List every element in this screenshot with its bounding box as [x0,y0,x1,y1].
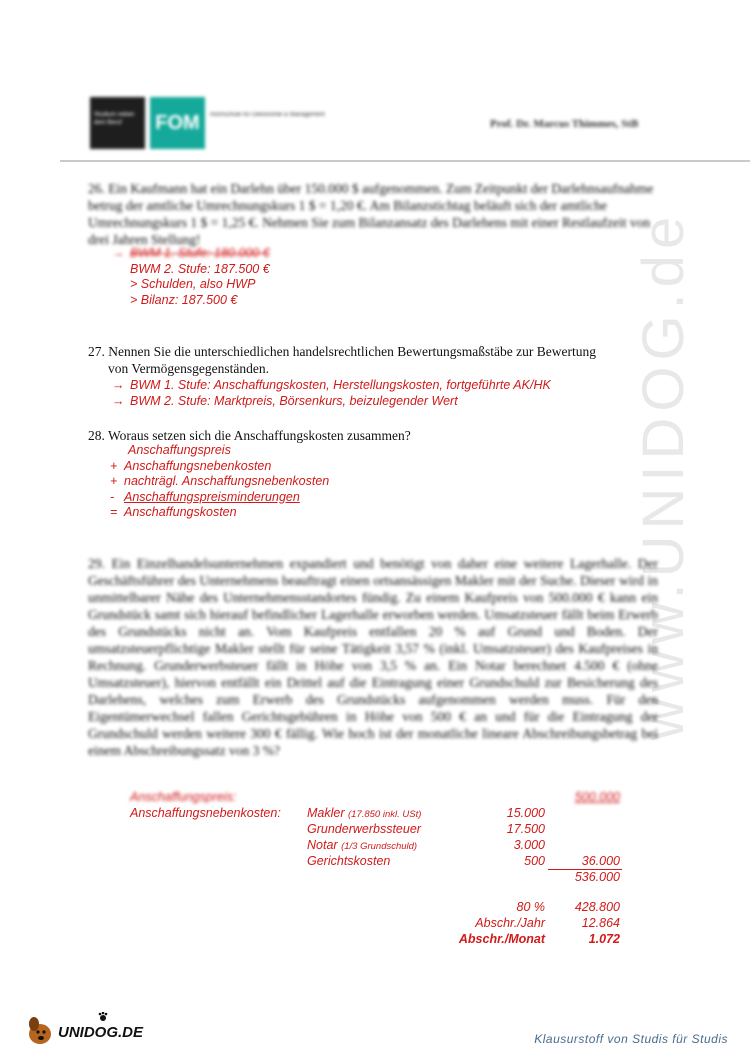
calc-month-label: Abschr./Monat [458,932,545,946]
calc-item-grunderwerb: Grunderwerbssteuer [307,822,421,836]
paw-icon [98,1012,108,1022]
q29-calculation [130,790,630,950]
calc-item-gericht-value: 500 [524,854,545,868]
footer-tagline: Klausurstoff von Studis für Studis [534,1032,728,1046]
calc-item-grunderwerb-value: 17.500 [506,822,545,836]
calc-total: 536.000 [574,870,620,884]
q26-answer [112,246,270,308]
q27-answer-1: → BWM 1. Stufe: Anschaffungskosten, Herstellungskosten, fortgeführte AK/HK [112,378,551,392]
calc-item-makler-value: 15.000 [506,806,545,820]
author-name: Prof. Dr. Marcus Thimmes, StB [490,118,639,130]
calc-item-notar-value: 3.000 [513,838,545,852]
question-29: 29. Ein Einzelhandelsunternehmen expandiert und benötigt von daher eine weitere Lagerhalle. Der Geschäftsführer des Unternehmens beauftragt einen ortsansässigen Makler mit der Suche. Dieser wird in unmittelbarer Nähe des Unternehmensstandortes fündig. Zu einem Kaufpreis von 500.000 € kann ein Grundstück samt sich hierauf befindlicher Lagerhalle erworben werden. Umsatzsteuer fällt beim Erwerb des Grundstücks nicht an. Vom Kaufpreis entfallen 20 % auf Grund und Boden. Der umsatzsteuerpflichtige Makler stellt für seine Tätigkeit 3,57 % (inkl. Umsatzsteuer) des Kaufpreises in Rechnung. Grunderwerbsteuer fällt in Höhe von 3,5 % an. Ein Notar berechnet 4.500 € (ohne Umsatzsteuer), hiervon entfällt ein Drittel auf die Eintragung einer Grundschuld zur Besicherung des Darlehens, welches zum Erwerb des Grundstücks aufgenommen werden muss. Für den Eigentümerwechsel fallen Gerichtsgebühren in Höhe von 500 € an und für die Eintragung der Grundschuld werden weitere 300 € fällig. Wie hoch ist der monatliche lineare Abschreibungsbetrag bei einem Abschreibungssatz von 3 %? [88,556,658,758]
q28-line-1: Anschaffungspreis [128,443,231,457]
calc-pct-value: 428.800 [574,900,620,914]
q26-answer-line-3: > Schulden, also HWP [130,277,256,291]
calc-price-value: 500.000 [574,790,620,804]
calc-item-gericht: Gerichtskosten [307,854,391,868]
q28-line-3: + nachträgl. Anschaffungsnebenkosten [110,474,330,488]
q28-formula [110,443,329,521]
q26-answer-line-4: > Bilanz: 187.500 € [130,292,238,307]
fom-logo: FOM [150,97,205,149]
q27-answer-2: → BWM 2. Stufe: Marktpreis, Börsenkurs, beizulegender Wert [112,393,458,408]
question-27-line-2: von Vermögensgegenständen. [108,361,269,376]
calc-item-notar: Notar (1/3 Grundschuld) [307,838,418,852]
question-27 [88,343,596,377]
q27-answers [112,378,551,409]
watermark: www.UNIDOG.de [631,210,696,740]
unidog-logo [22,1012,152,1048]
logo-side-text: Hochschule für Oekonomie & Management [210,112,325,118]
calc-year-label: Abschr./Jahr [475,916,545,930]
calc-price-label: Anschaffungspreis: [130,790,237,804]
question-26: 26. Ein Kaufmann hat ein Darlehn über 150.000 $ aufgenommen. Zum Zeitpunkt der Darlehnsaufnahme betrug der amtliche Umrechnungskurs 1 $ = 1,20 €. Am Bilanzstichtag beläuft sich der amtliche Umrechnungskurs 1 $ = 1,25 €. Nehmen Sie zum Bilanzansatz des Darlehens mit einer Restlaufzeit von drei Jahren Stellung! [88,181,654,247]
calc-item-makler: Makler (17.850 inkl. USt) [307,806,422,820]
calc-nk-total: 36.000 [581,854,620,868]
calc-nk-label: Anschaffungsnebenkosten: [130,806,281,820]
q26-answer-line-2: BWM 2. Stufe: 187.500 € [130,261,270,276]
unidog-logo-text: UNIDOG.DE [58,1024,144,1041]
calc-pct-label: 80 % [516,900,545,914]
question-27-line-1: 27. Nennen Sie die unterschiedlichen handelsrechtlichen Bewertungsmaßstäbe zur Bewertung [88,344,596,359]
logo-black-block [90,97,145,149]
logo-black-text: Studium neben dem Beruf [94,112,135,126]
q26-answer-line-1: → BWM 1. Stufe: 180.000 € [112,246,270,260]
q28-line-2: + Anschaffungsnebenkosten [110,458,272,473]
calc-year-value: 12.864 [581,916,620,930]
dog-icon [22,1012,58,1048]
question-28: 28. Woraus setzen sich die Anschaffungskosten zusammen? [88,428,411,443]
header-divider [60,160,750,162]
q28-line-4: - Anschaffungspreisminderungen [110,489,300,504]
q28-line-5: = Anschaffungskosten [110,505,237,519]
calc-month-value: 1.072 [588,932,620,946]
